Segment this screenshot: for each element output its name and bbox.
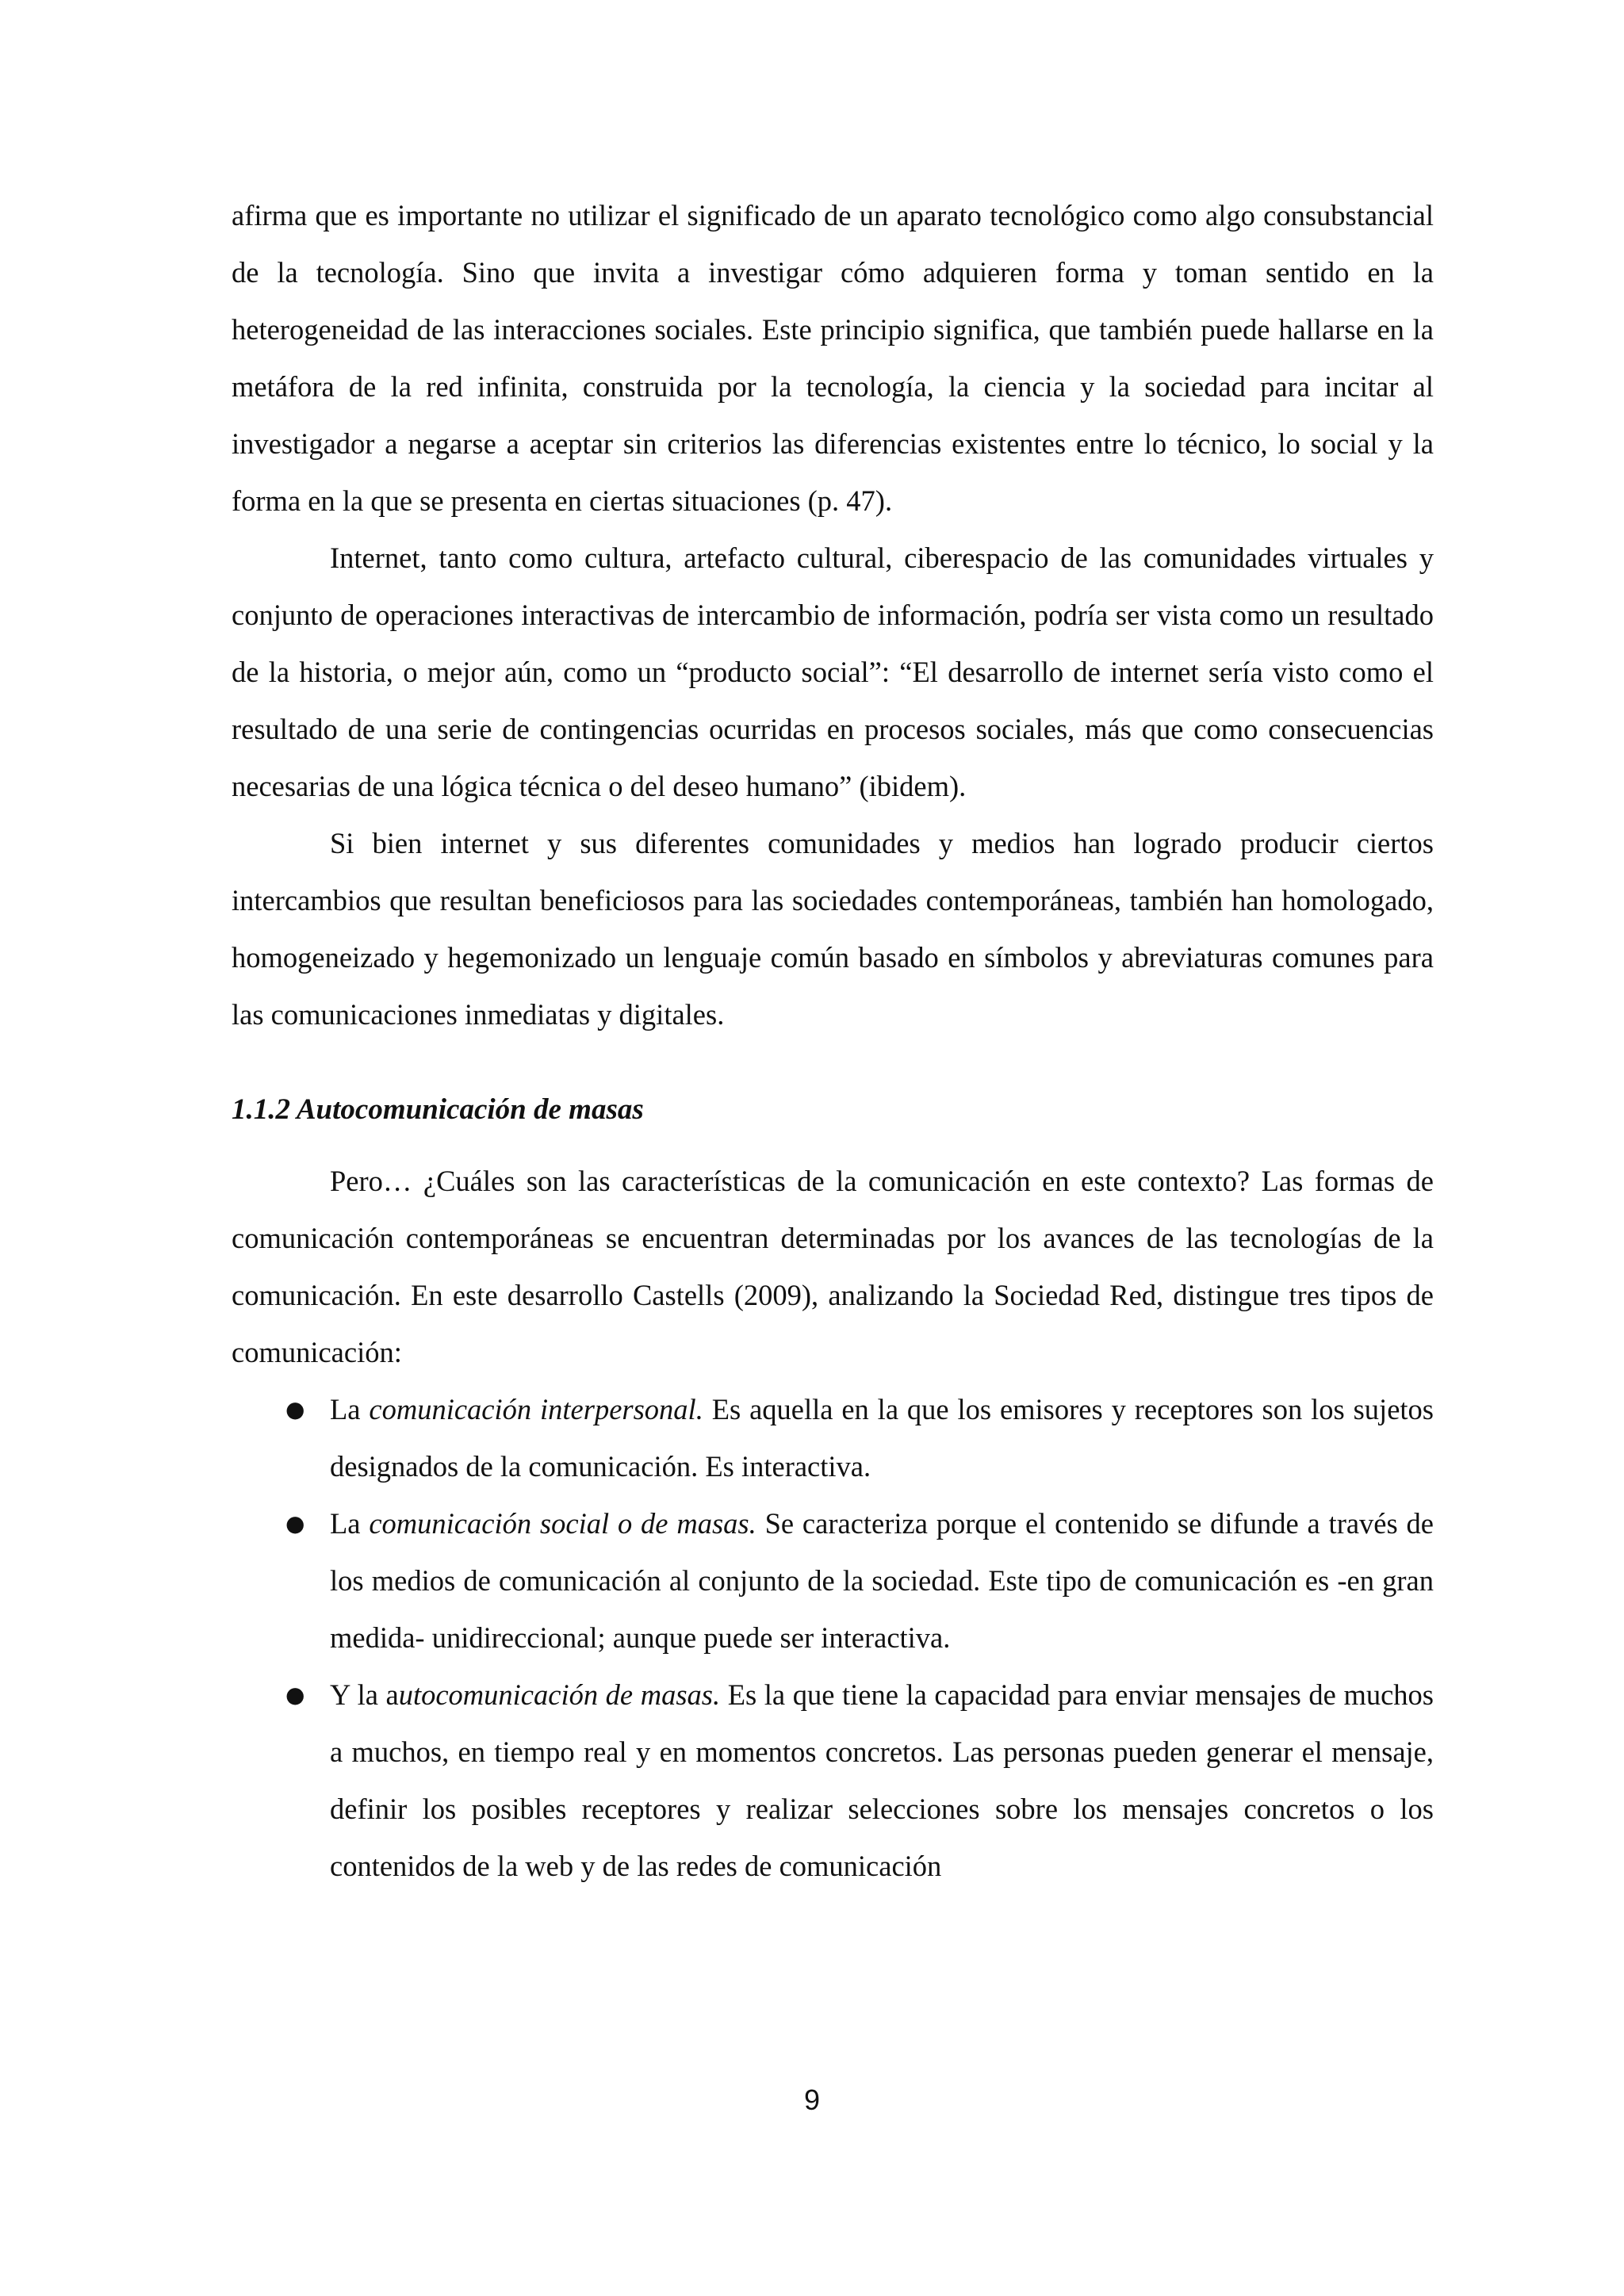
communication-types-list <box>232 1381 1434 1895</box>
paragraph-internet: Internet, tanto como cultura, artefacto cultural, ciberespacio de las comunidades virtuales y conjunto de operaciones interactivas de intercambio de información, podría ser vista como un resultado de la historia, o mejor aún, como un “producto social”: “El desarrollo de internet sería visto como el resultado de una serie de contingencias ocurridas en procesos sociales, más que como consecuencias necesarias de una lógica técnica o del deseo humano” (ibidem). <box>232 541 1434 802</box>
body-text <box>232 187 1434 1895</box>
bullet-icon: ● <box>285 1396 305 1422</box>
list-item-interpersonal <box>232 1381 1434 1495</box>
page-number: 9 <box>803 2084 821 2116</box>
bullet-term: comunicación social o de masas. <box>369 1507 756 1540</box>
list-item-masas <box>232 1495 1434 1667</box>
bullet-term: utocomunicación de masas. <box>398 1678 721 1711</box>
paragraph-pero: Pero… ¿Cuáles son las características de la comunicación en este contexto? Las formas de comunicación contemporáneas se encuentran determinadas por los avances de las tecnologías de la comunicación. En este desarrollo Castells (2009), analizando la Sociedad Red, distingue tres tipos de comunicación: <box>232 1165 1434 1368</box>
bullet-icon: ● <box>285 1682 305 1708</box>
bullet-text: Es la que tiene la capacidad para enviar mensajes de muchos a muchos, en tiempo real y en momentos concretos. Las personas pueden generar el mensaje, definir los posibles receptores y realizar selecciones sobre los mensajes concretos o los contenidos de la web y de las redes de comunicación <box>330 1678 1434 1882</box>
list-item-autocomunicacion <box>232 1667 1434 1895</box>
bullet-lead: La <box>330 1393 370 1425</box>
paragraph-si-bien: Si bien internet y sus diferentes comunidades y medios han logrado producir ciertos intercambios que resultan beneficiosos para las sociedades contemporáneas, también han homologado, homogeneizado y hegemonizado un lenguaje común basado en símbolos y abreviaturas comunes para las comunicaciones inmediatas y digitales. <box>232 827 1434 1031</box>
bullet-icon: ● <box>285 1510 305 1536</box>
bullet-text: Se caracteriza porque el contenido se difunde a través de los medios de comunicación al conjunto de la sociedad. Este tipo de comunicación es -en gran medida- unidireccional; aunque puede ser interactiva. <box>330 1507 1434 1654</box>
bullet-lead: La <box>330 1507 370 1540</box>
bullet-term: comunicación interpersonal. <box>369 1393 703 1425</box>
bullet-lead: Y la a <box>330 1678 399 1711</box>
paragraph-afirma: afirma que es importante no utilizar el significado de un aparato tecnológico como algo consubstancial de la tecnología. Sino que invita a investigar cómo adquieren forma y toman sentido en la heterogeneidad de las interacciones sociales. Este principio significa, que también puede hallarse en la metáfora de la red infinita, construida por la tecnología, la ciencia y la sociedad para incitar al investigador a negarse a aceptar sin criterios las diferencias existentes entre lo técnico, lo social y la forma en la que se presenta en ciertas situaciones (p. 47). <box>232 199 1434 517</box>
section-heading: 1.1.2 Autocomunicación de masas <box>232 1093 644 1126</box>
bullet-text: Es aquella en la que los emisores y receptores son los sujetos designados de la comunicación. Es interactiva. <box>330 1393 1434 1483</box>
